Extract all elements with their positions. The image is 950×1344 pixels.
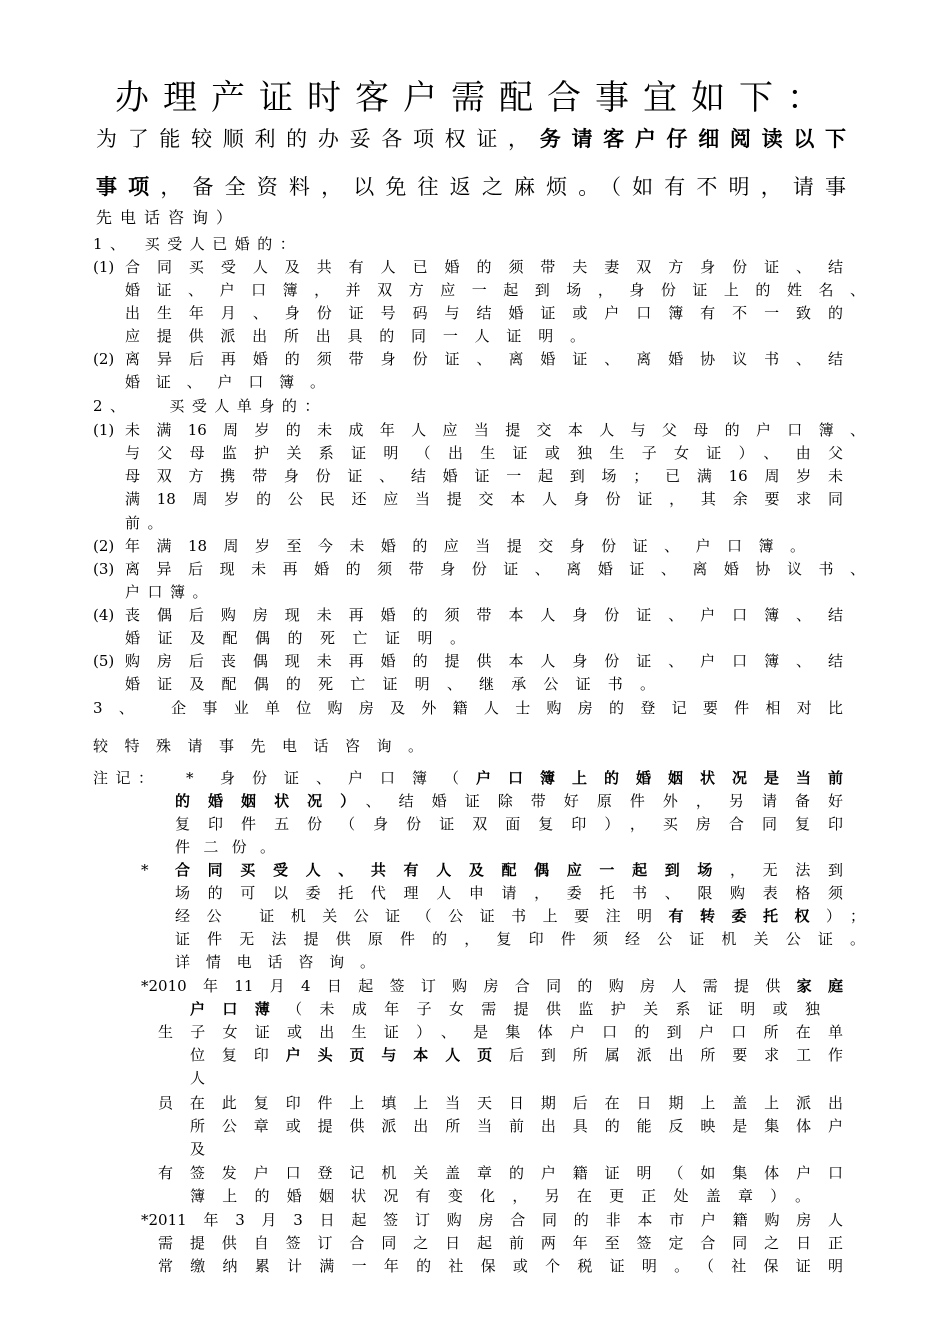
note-emphasis: 合同买受人、共有人及配偶应一起到场 bbox=[175, 861, 731, 879]
item-line: 合同买受人及共有人已婚的须带夫妻双方身份证、结 bbox=[125, 258, 843, 276]
note-emphasis: 有转委托权 bbox=[668, 907, 826, 925]
note-line: *2011年3月3日起签订购房合同的非本市户籍购房人 bbox=[141, 1211, 843, 1229]
intro-emphasis: 务请客户仔细阅读以下 bbox=[539, 126, 847, 151]
item-line: 婚证、户口簿。 bbox=[125, 373, 325, 391]
item-line: 婚证及配偶的死亡证明。 bbox=[125, 629, 465, 647]
note-line bbox=[190, 1045, 843, 1065]
note-text: 、结婚证除带好原件外，另请备好 bbox=[365, 792, 843, 810]
note-line: 簿上的婚姻状况有变化，另在更正处盖章）。 bbox=[190, 1187, 810, 1205]
note-line bbox=[175, 791, 843, 811]
item-line: 购房后丧偶现未再婚的提供本人身份证、户口簿、结 bbox=[125, 652, 843, 670]
item-line: 母双方携带身份证、结婚证一起到场；已满16周岁未 bbox=[125, 467, 843, 485]
item-number: (2) bbox=[93, 350, 115, 368]
note-line: 常缴纳累计满一年的社保或个税证明。（社保证明 bbox=[158, 1257, 843, 1275]
section-2-heading: 2、 买受人单身的： bbox=[93, 397, 327, 415]
note-line: 及 bbox=[190, 1140, 206, 1158]
note-line bbox=[220, 768, 843, 788]
item-line: 户口簿。 bbox=[125, 583, 216, 601]
item-line: 前。 bbox=[125, 514, 171, 532]
item-line: 婚证、户口簿，并双方应一起到场，身份证上的姓名、 bbox=[125, 281, 865, 299]
item-number: (1) bbox=[93, 421, 115, 439]
note-text: 经公 证机关公证（公证书上要注明 bbox=[175, 907, 669, 925]
note-line bbox=[175, 906, 865, 926]
item-line: 离异后现未再婚的须带身份证、离婚证、离婚协议书、 bbox=[125, 560, 865, 578]
item-number: (3) bbox=[93, 560, 115, 578]
item-line: 应提供派出所出具的同一人证明。 bbox=[125, 327, 585, 345]
note-line: 需提供自签订合同之日起前两年至签定合同之日正 bbox=[158, 1234, 843, 1252]
section-3-line: 较特殊请事先电话咨询。 bbox=[93, 737, 423, 755]
note-text: ，无法到 bbox=[730, 861, 843, 879]
note-line: 证件无法提供原件的，复印件须经公证机关公证。 bbox=[175, 930, 865, 948]
item-line: 与父母监护关系证明（出生证或独生子女证）、由父 bbox=[125, 444, 843, 462]
section-3-line: 3、 企事业单位购房及外籍人士购房的登记要件相对比 bbox=[93, 699, 843, 717]
intro-line-2 bbox=[96, 174, 846, 200]
item-line: 年满18周岁至今未婚的应当提交身份证、户口簿。 bbox=[125, 537, 805, 555]
intro-text: 为了能较顺利的办妥各项权证， bbox=[96, 127, 540, 151]
item-line: 满18周岁的公民还应当提交本人身份证，其余要求同 bbox=[125, 490, 843, 508]
note-line: 场的可以委托代理人申请，委托书、限购表格须 bbox=[175, 884, 843, 902]
intro-emphasis: 事项 bbox=[96, 174, 161, 199]
note-text: 位复印 bbox=[190, 1046, 286, 1064]
item-line: 离异后再婚的须带身份证、离婚证、离婚协议书、结 bbox=[125, 350, 843, 368]
note-line: 件二份。 bbox=[175, 838, 275, 856]
intro-line-3: 先电话咨询） bbox=[96, 208, 241, 227]
note-emphasis: 家庭 bbox=[796, 977, 843, 995]
note-line bbox=[175, 860, 843, 880]
note-line: 所公章或提供派出所当前出具的能反映是集体户 bbox=[190, 1117, 843, 1135]
note-line: 生子女证或出生证）、是集体户口的到户口所在单 bbox=[158, 1023, 843, 1041]
note-text: 身份证、户口簿（ bbox=[220, 769, 476, 787]
item-number: (2) bbox=[93, 537, 115, 555]
note-line: 有签发户口登记机关盖章的户籍证明（如集体户口 bbox=[158, 1164, 843, 1182]
item-line: 出生年月、身份证号码与结婚证或户口簿有不一致的 bbox=[125, 304, 843, 322]
note-text: ）； bbox=[825, 907, 865, 925]
note-emphasis: 的婚姻状况） bbox=[175, 792, 366, 810]
notes-label: 注记： bbox=[93, 769, 161, 787]
intro-line-1 bbox=[96, 126, 846, 152]
note-text: *2010年11月4日起签订购房合同的购房人需提供 bbox=[141, 977, 797, 995]
note-line: 人 bbox=[190, 1069, 206, 1087]
note-line: 复印件五份（身份证双面复印），买房合同复印 bbox=[175, 815, 843, 833]
note-star: * bbox=[141, 861, 149, 879]
note-emphasis: 户口薄 bbox=[190, 1000, 288, 1018]
section-1-heading: 1、 买受人已婚的： bbox=[93, 235, 303, 253]
note-line: 员在此复印件上填上当天日期后在日期上盖上派出 bbox=[158, 1094, 843, 1112]
note-text: （未成年子女需提供监护关系证明或独 bbox=[287, 1000, 820, 1018]
item-line: 婚证及配偶的死亡证明、继承公证书。 bbox=[125, 675, 655, 693]
intro-text: ，备全资料，以免往返之麻烦。（如有不明，请事 bbox=[160, 175, 847, 199]
page-title: 办理产证时客户需配合事宜如下： bbox=[115, 78, 835, 118]
note-line: 详情电话咨询。 bbox=[175, 953, 375, 971]
item-number: (5) bbox=[93, 652, 115, 670]
note-emphasis: 户口簿上的婚姻状况是当前 bbox=[476, 769, 843, 787]
item-number: (1) bbox=[93, 258, 115, 276]
item-number: (4) bbox=[93, 606, 115, 624]
note-emphasis: 户头页与本人页 bbox=[285, 1046, 509, 1064]
item-line: 未满16周岁的未成年人应当提交本人与父母的户口簿、 bbox=[125, 421, 865, 439]
note-line bbox=[141, 976, 843, 996]
note-text: 后到所属派出所要求工作 bbox=[509, 1046, 843, 1064]
item-line: 丧偶后购房现未再婚的须带本人身份证、户口簿、结 bbox=[125, 606, 843, 624]
note-line bbox=[190, 999, 820, 1019]
note-star: * bbox=[186, 769, 194, 787]
